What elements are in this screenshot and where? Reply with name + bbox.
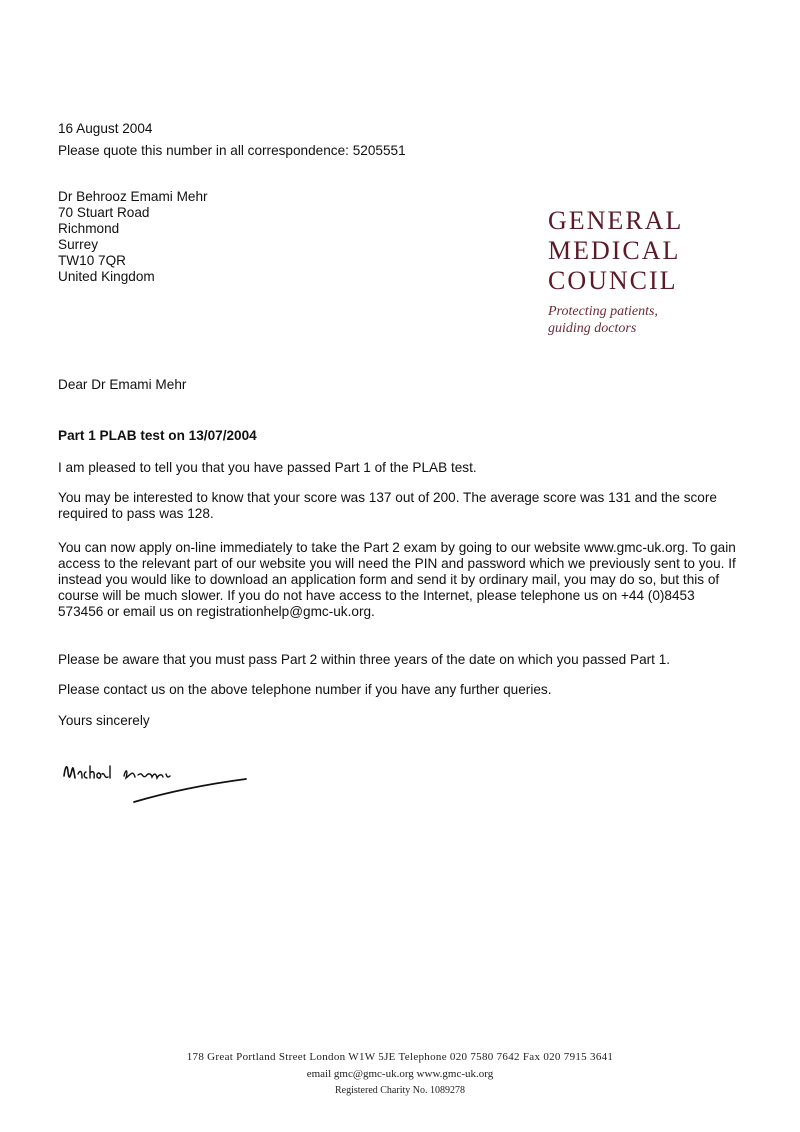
paragraph-contact: Please contact us on the above telephone number if you have any further queries. [58,682,552,697]
logo-line-medical: MEDICAL [548,236,681,265]
logo-line-general: GENERAL [548,206,684,235]
gmc-logo [548,206,708,337]
footer-contact: email gmc@gmc-uk.org www.gmc-uk.org [306,1068,494,1080]
paragraph-pass-notice: I am pleased to tell you that you have passed Part 1 of the PLAB test. [58,460,477,475]
recipient-street: 70 Stuart Road [58,205,150,220]
footer-address: 178 Great Portland Street London W1W 5JE Telephone 020 7580 7642 Fax 020 7915 3641 [186,1051,614,1063]
letter-date: 16 August 2004 [58,121,153,136]
logo-line-council: COUNCIL [548,266,678,295]
paragraph-score: You may be interested to know that your score was 137 out of 200. The average score was 131 and the score required to pass was 128. [58,490,717,521]
handwritten-signature [58,748,258,808]
recipient-postcode: TW10 7QR [58,253,126,268]
recipient-county: Surrey [58,237,99,252]
paragraph-part2-application: You can now apply on-line immediately to take the Part 2 exam by going to our website www.gmc-uk.org. To gain access to the relevant part of our website you will need the PIN and password which we previously sent to you. If instead you would like to download an application form and send it by ordinary mail, you may do so, but this of course will be much slower. If you do not have access to the Internet, please telephone us on +44 (0)8453 573456 or email us on registrationhelp@gmc-uk.org. [58,540,736,619]
footer-charity-number: Registered Charity No. 1089278 [335,1085,465,1096]
recipient-country: United Kingdom [58,269,155,284]
letter-subject: Part 1 PLAB test on 13/07/2004 [58,428,257,443]
recipient-name: Dr Behrooz Emami Mehr [58,189,208,204]
recipient-address [58,189,208,285]
recipient-town: Richmond [58,221,120,236]
closing-line: Yours sincerely [58,713,150,728]
logo-tagline-2: guiding doctors [548,321,637,336]
reference-number: Please quote this number in all correspondence: 5205551 [58,143,406,158]
logo-tagline-1: Protecting patients, [548,304,658,319]
paragraph-deadline: Please be aware that you must pass Part 2 within three years of the date on which you passed Part 1. [58,652,671,667]
salutation: Dear Dr Emami Mehr [58,377,187,392]
